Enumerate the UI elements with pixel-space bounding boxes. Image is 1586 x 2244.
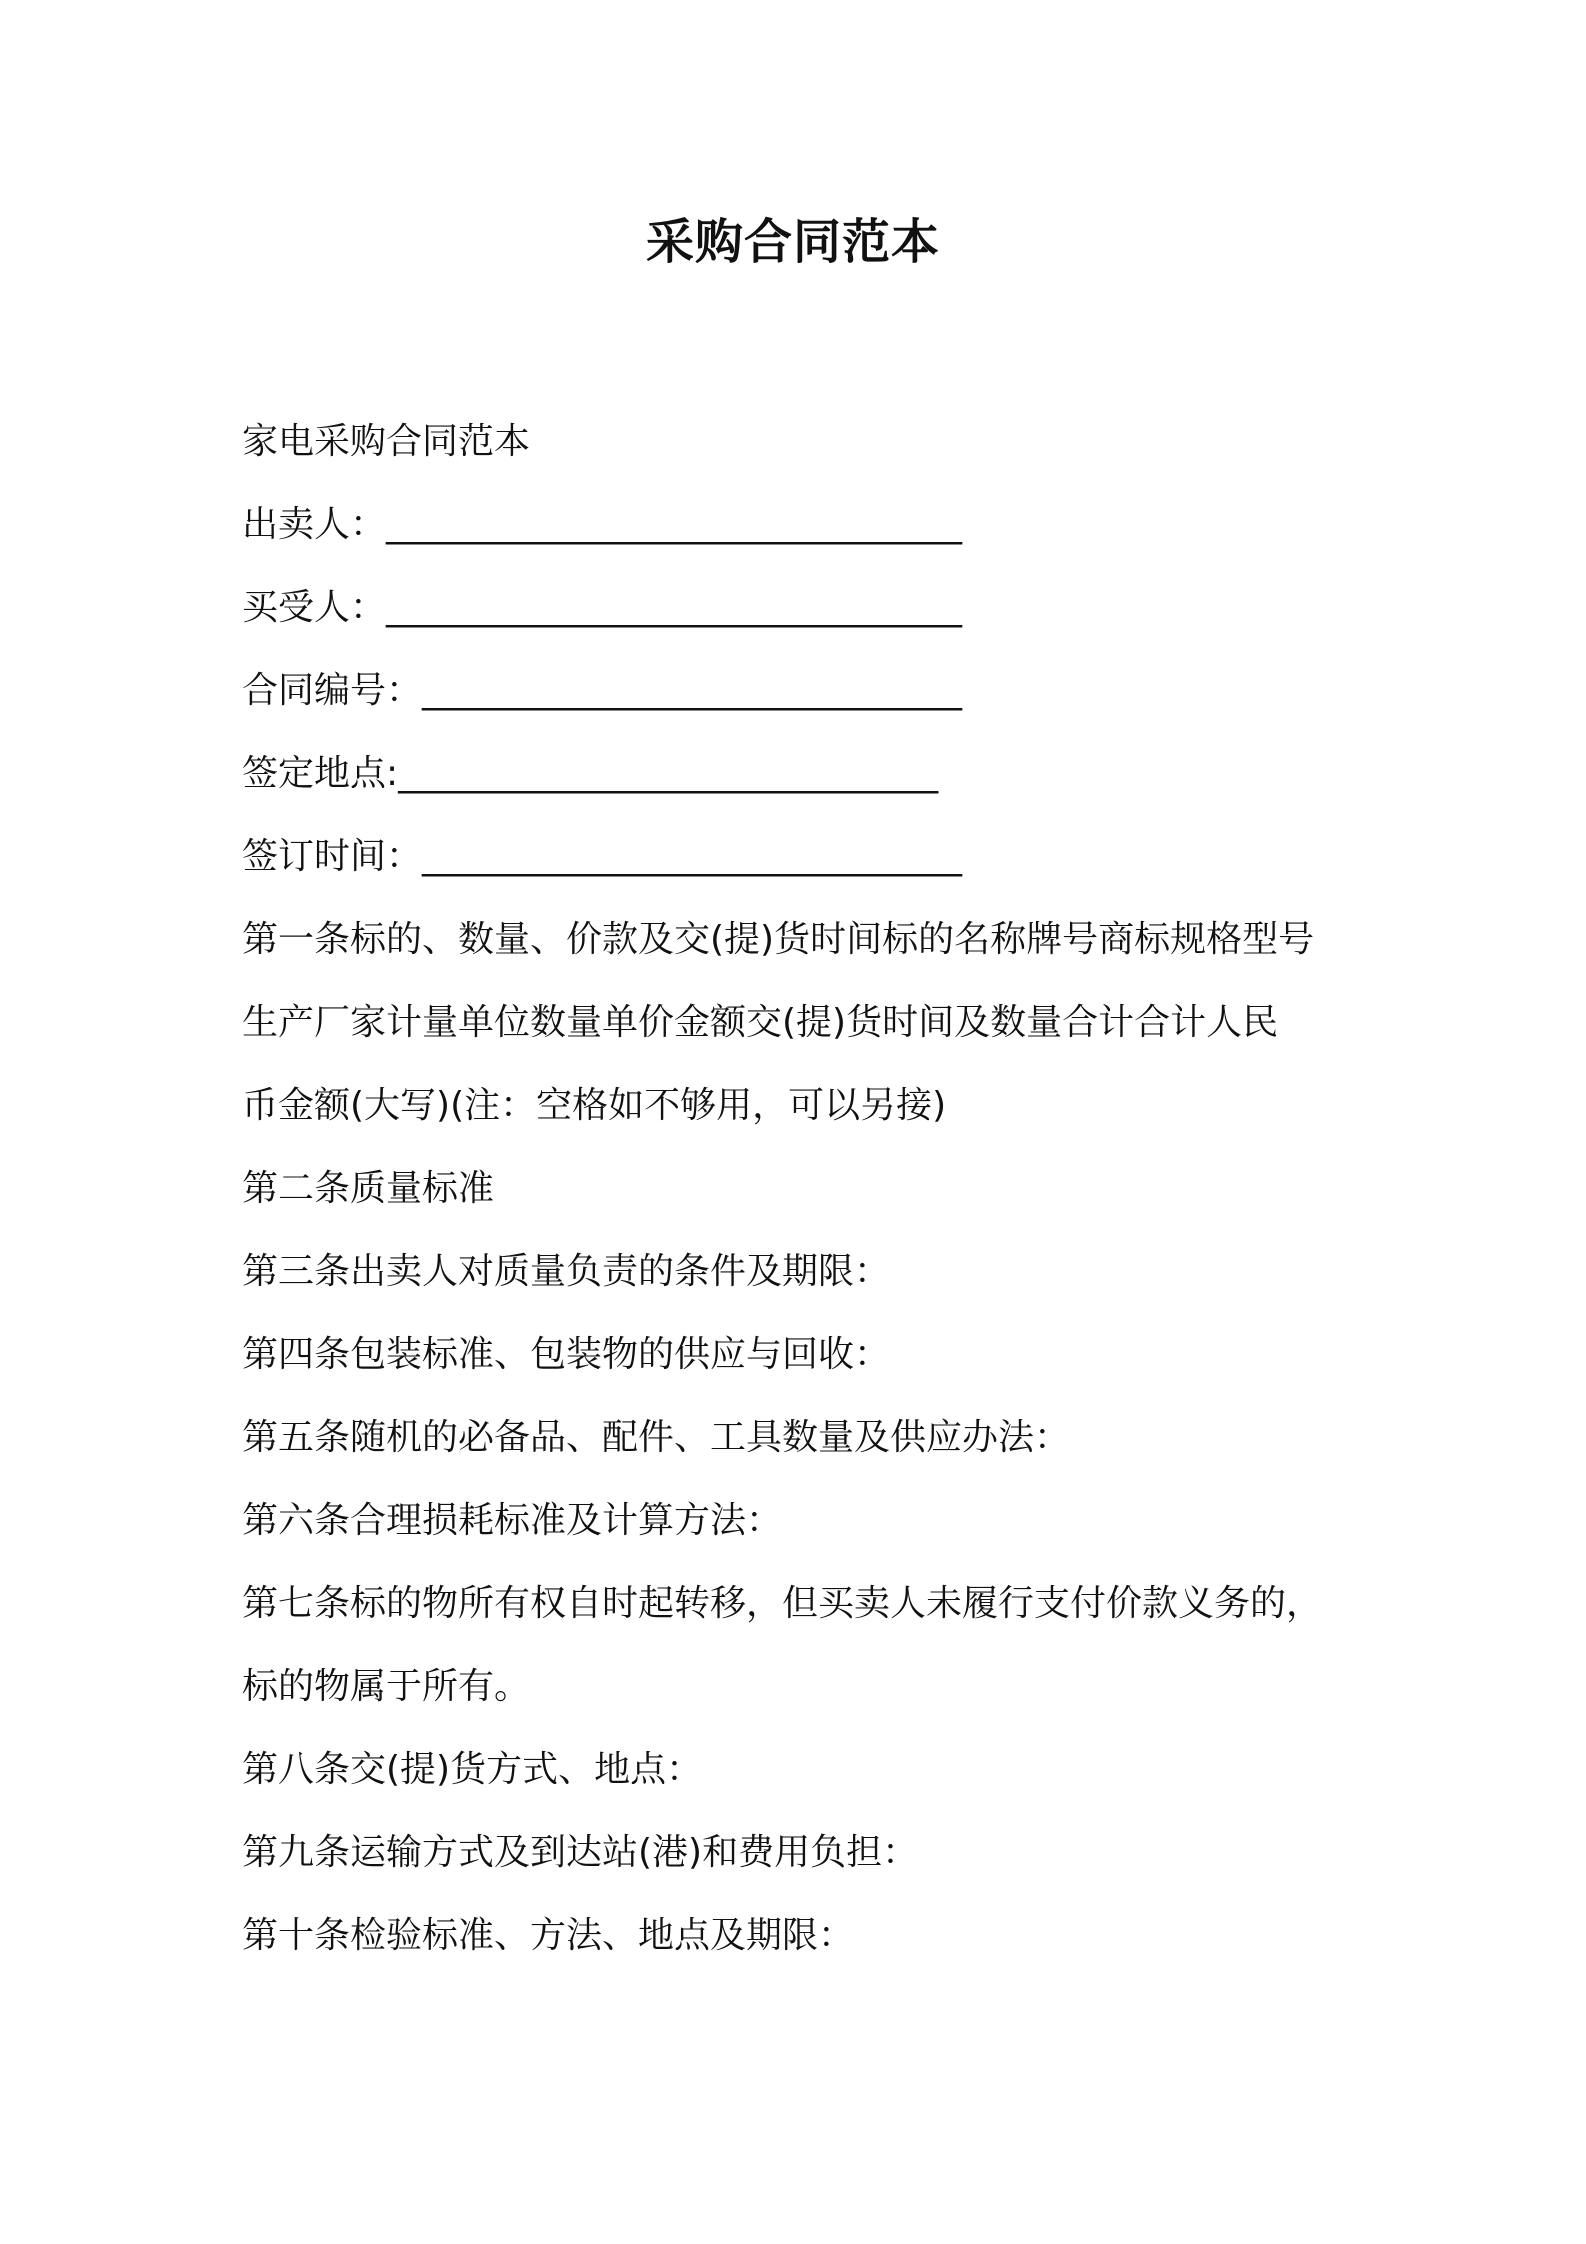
field-label: 合同编号： <box>242 670 423 711</box>
field-label: 买受人： <box>242 587 387 628</box>
document-subtitle: 家电采购合同范本 <box>242 421 531 462</box>
clause-line: 第三条出卖人对质量负责的条件及期限： <box>242 1251 891 1292</box>
document-body <box>242 400 1382 1977</box>
field-blank: ______________________________ <box>398 753 939 794</box>
field-label: 签定地点: <box>242 753 399 794</box>
clause-line: 第六条合理损耗标准及计算方法： <box>242 1500 783 1541</box>
clause-line: 币金额(大写)(注：空格如不够用，可以另接) <box>242 1085 947 1126</box>
field-buyer <box>242 566 1382 649</box>
field-signing-time <box>242 815 1382 898</box>
clause-line: 第五条随机的必备品、配件、工具数量及供应办法： <box>242 1417 1071 1458</box>
clause-line: 第一条标的、数量、价款及交(提)货时间标的名称牌号商标规格型号 <box>242 919 1315 960</box>
field-seller <box>242 483 1382 566</box>
field-blank: ______________________________ <box>422 836 963 877</box>
field-blank: ______________________________ <box>422 670 963 711</box>
field-blank: ________________________________ <box>386 587 963 628</box>
clause-line: 第九条运输方式及到达站(港)和费用负担： <box>242 1832 919 1873</box>
document-title: 采购合同范本 <box>645 214 940 270</box>
field-blank: ________________________________ <box>386 504 963 545</box>
field-signing-place <box>242 732 1382 815</box>
field-label: 出卖人： <box>242 504 387 545</box>
clause-line: 标的物属于所有。 <box>242 1666 531 1707</box>
clause-line: 第七条标的物所有权自时起转移，但买卖人未履行支付价款义务的， <box>242 1583 1323 1624</box>
field-label: 签订时间： <box>242 836 423 877</box>
clause-line: 第十条检验标准、方法、地点及期限： <box>242 1915 855 1956</box>
field-contract-number <box>242 649 1382 732</box>
clause-line: 第四条包装标准、包装物的供应与回收： <box>242 1334 891 1375</box>
clause-line: 第二条质量标准 <box>242 1168 495 1209</box>
clause-line: 第八条交(提)货方式、地点： <box>242 1749 703 1790</box>
clause-line: 生产厂家计量单位数量单价金额交(提)货时间及数量合计合计人民 <box>242 1002 1279 1043</box>
